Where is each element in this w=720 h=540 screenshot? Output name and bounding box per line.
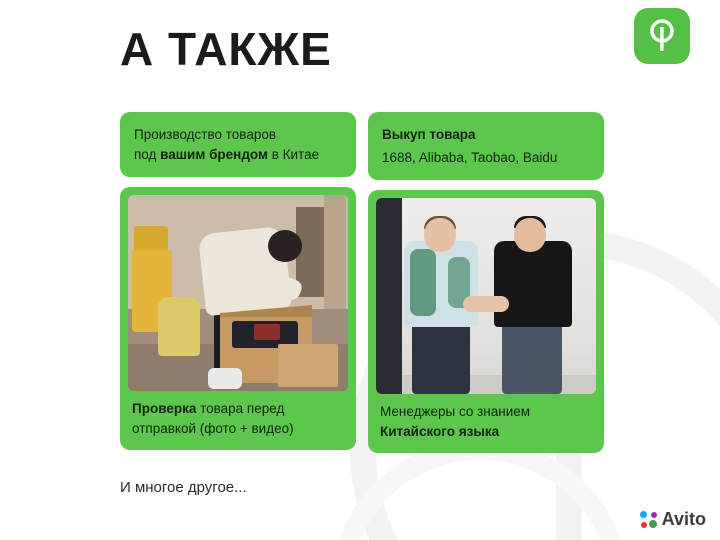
- column-right: [368, 112, 604, 453]
- card-managers-caption: [376, 402, 596, 443]
- avito-logo-icon: [640, 511, 657, 528]
- card-managers-line2: [380, 422, 592, 442]
- footer-note: И многое другое...: [120, 479, 247, 496]
- card-production-line2-prefix: под: [134, 146, 161, 162]
- card-check-caption: [128, 399, 348, 440]
- card-check-line1-rest: товара перед: [196, 401, 285, 417]
- card-buyout-heading: Выкуп товара: [382, 127, 476, 142]
- column-left: [120, 112, 356, 453]
- avito-wordmark: Avito: [661, 509, 706, 529]
- page-title: А ТАКЖЕ: [120, 23, 332, 75]
- handshake-photo: [376, 198, 596, 394]
- card-managers-line1: Менеджеры со знанием: [380, 404, 531, 420]
- card-production-line1: Производство товаров: [134, 127, 277, 142]
- card-production: [120, 112, 356, 177]
- warehouse-packing-photo: [128, 195, 348, 391]
- card-buyout-body: 1688, Alibaba, Taobao, Baidu: [382, 149, 558, 165]
- card-buyout: [368, 112, 604, 180]
- card-production-line2-suffix: в Китае: [267, 146, 320, 162]
- card-managers: [368, 190, 604, 453]
- avito-watermark: [640, 509, 706, 530]
- card-check-line1: [132, 399, 344, 419]
- card-production-line2-bold: вашим брендом: [160, 146, 268, 162]
- company-logo: [634, 8, 690, 64]
- cards-grid: [120, 112, 604, 453]
- card-managers-line2-bold: Китайского языка: [380, 423, 500, 439]
- card-check-line2: отправкой (фото + видео): [132, 420, 294, 436]
- card-production-line2: [134, 145, 342, 165]
- card-check-line1-bold: Проверка: [132, 401, 197, 417]
- card-check: [120, 187, 356, 450]
